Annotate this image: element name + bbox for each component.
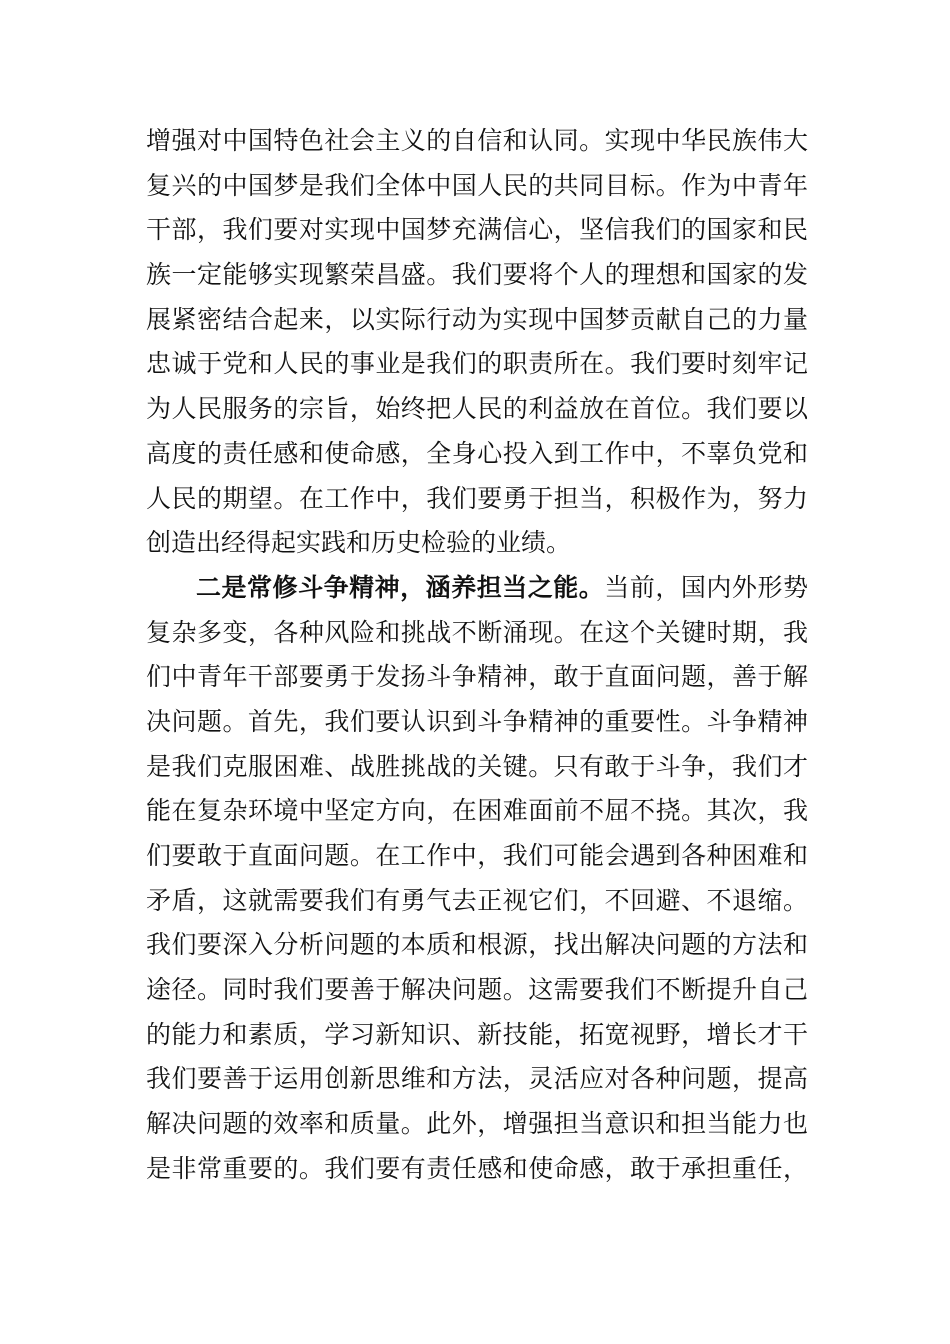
text-line: 我们要深入分析问题的本质和根源，找出解决问题的方法和 [146,930,808,960]
text-line: 是非常重要的。我们要有责任感和使命感，敢于承担重任， [146,1153,808,1183]
text-line: 展紧密结合起来，以实际行动为实现中国梦贡献自己的力量 [146,304,808,334]
text-line: 决问题。首先，我们要认识到斗争精神的重要性。斗争精神 [146,706,808,736]
text-line: 族一定能够实现繁荣昌盛。我们要将个人的理想和国家的发 [146,260,808,290]
paragraph-2 [146,566,808,1192]
paragraph-heading-line [146,566,808,611]
section-heading: 二是常修斗争精神，涵养担当之能。 [196,572,605,602]
text-line: 矛盾，这就需要我们有勇气去正视它们，不回避、不退缩。 [146,885,808,915]
body-text [146,119,808,1192]
text-line: 们要敢于直面问题。在工作中，我们可能会遇到各种困难和 [146,841,808,870]
text-line: 的能力和素质，学习新知识、新技能，拓宽视野，增长才干 [146,1019,808,1049]
text-line: 人民的期望。在工作中，我们要勇于担当，积极作为，努力 [146,483,808,513]
text-line: 为人民服务的宗旨，始终把人民的利益放在首位。我们要以 [146,394,808,424]
text-line: 忠诚于党和人民的事业是我们的职责所在。我们要时刻牢记 [146,349,808,379]
text-line: 能在复杂环境中坚定方向，在困难面前不屈不挠。其次，我 [146,796,808,826]
text-line: 干部，我们要对实现中国梦充满信心，坚信我们的国家和民 [146,215,808,245]
text-line: 高度的责任感和使命感，全身心投入到工作中，不辜负党和 [146,438,808,468]
text-fragment: 当前，国内外形势 [604,572,808,602]
paragraph-1 [146,119,808,566]
text-line: 复兴的中国梦是我们全体中国人民的共同目标。作为中青年 [146,170,808,200]
text-line: 我们要善于运用创新思维和方法，灵活应对各种问题，提高 [146,1064,808,1094]
text-line: 解决问题的效率和质量。此外，增强担当意识和担当能力也 [146,1109,808,1139]
text-line: 是我们克服困难、战胜挑战的关键。只有敢于斗争，我们才 [146,751,808,781]
text-line: 们中青年干部要勇于发扬斗争精神，敢于直面问题，善于解 [146,662,808,692]
text-line: 途径。同时我们要善于解决问题。这需要我们不断提升自己 [146,975,808,1005]
text-line: 创造出经得起实践和历史检验的业绩。 [146,528,572,558]
text-line: 增强对中国特色社会主义的自信和认同。实现中华民族伟大 [146,126,808,155]
text-line: 复杂多变，各种风险和挑战不断涌现。在这个关键时期，我 [146,617,808,647]
